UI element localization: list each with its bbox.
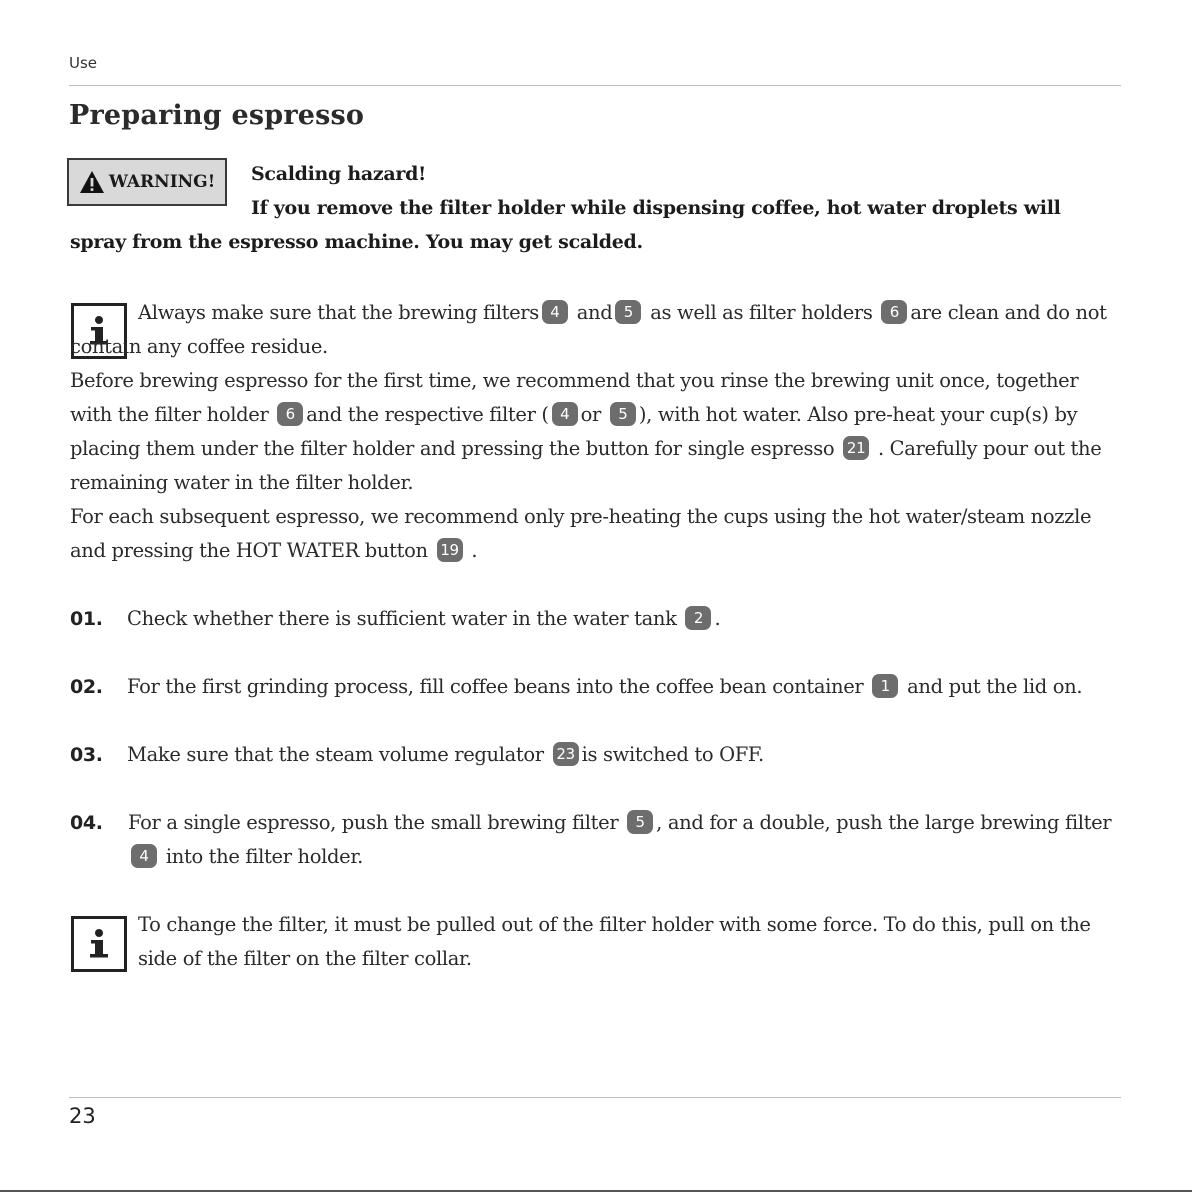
footer-divider [69,1097,1121,1098]
part-badge-23: 23 [553,742,579,766]
step-number: 01. [70,608,103,630]
part-badge-4: 4 [131,844,157,868]
note-clean-filters: Always make sure that the brewing filters 4 and 5 as well as filter holders 6 are clean and do not contain any coffee residue. [70,301,1107,358]
page-number: 23 [69,1104,96,1128]
step-03: 03. Make sure that the steam volume regulator 23 is switched to OFF. [70,738,1120,772]
part-badge-5: 5 [615,300,641,324]
warning-heading: Scalding hazard! [251,163,427,185]
step-number: 04. [70,812,103,834]
section-label: Use [69,54,98,72]
note-change-filter: To change the filter, it must be pulled out of the filter holder with some force. To do this, pull on the side of the filter on the filter collar. [138,913,1091,970]
part-badge-4: 4 [552,402,578,426]
page-title: Preparing espresso [69,100,365,131]
step-02: 02. For the first grinding process, fill coffee beans into the coffee bean container 1 and put the lid on. [70,670,1120,704]
step-01: 01. Check whether there is sufficient water in the water tank 2 . [70,602,1120,636]
paragraph-subsequent: For each subsequent espresso, we recommend only pre-heating the cups using the hot water/steam nozzle and pressing the HOT WATER button 19 . [70,505,1092,562]
part-badge-21: 21 [843,436,869,460]
part-badge-2: 2 [685,606,711,630]
part-badge-4: 4 [542,300,568,324]
part-badge-1: 1 [872,674,898,698]
step-number: 03. [70,744,103,766]
warning-body: If you remove the filter holder while dispensing coffee, hot water droplets will spray from the espresso machine. You may get scalded. [70,197,1061,253]
warning-label: WARNING! [108,172,216,192]
part-badge-6: 6 [881,300,907,324]
part-badge-19: 19 [437,538,463,562]
step-number: 02. [70,676,103,698]
paragraph-first-brew: Before brewing espresso for the first time, we recommend that you rinse the brewing unit once, together with the filter holder 6 and the respective filter ( 4 or 5 ), with hot water. Also pre-heat your cup(s) by placing them under the filter holder and pressing the button for single espresso 21 . Carefully pour out the remaining water in the filter holder. [70,369,1102,494]
part-badge-6: 6 [277,402,303,426]
header-divider [69,85,1121,86]
part-badge-5: 5 [610,402,636,426]
part-badge-5: 5 [627,810,653,834]
step-04: 04. For a single espresso, push the small brewing filter 5 , and for a double, push the large brewing filter 4 into the filter holder. [70,806,1120,874]
warning-text [70,157,1120,259]
